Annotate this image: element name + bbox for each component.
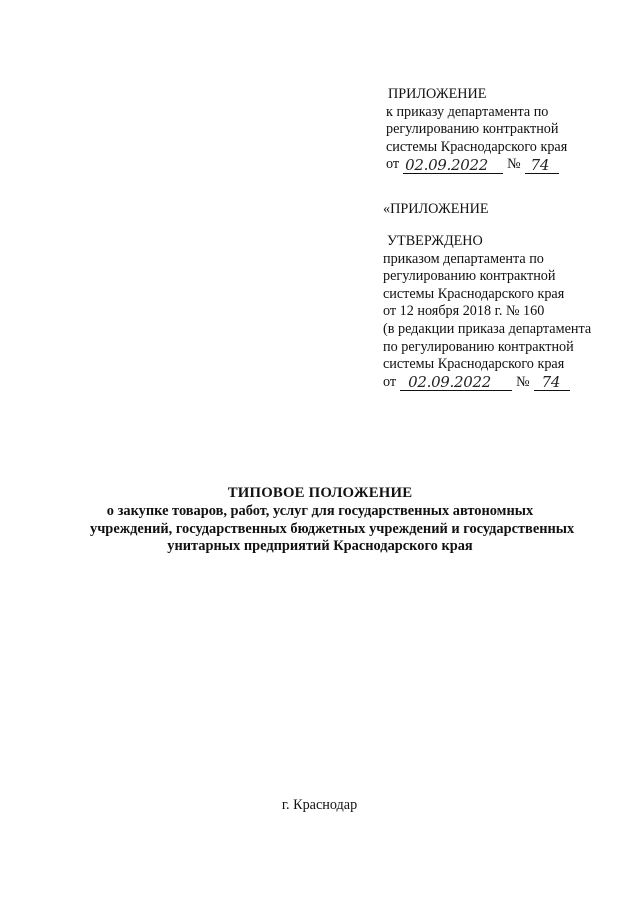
number-prefix: № (516, 373, 530, 390)
approved-line-3: системы Краснодарского края (383, 285, 565, 302)
appendix-line-2: регулированию контрактной (386, 121, 559, 138)
handwritten-date: 02.09.2022 (408, 373, 491, 392)
approved-line-6: по регулированию контрактной (383, 338, 574, 355)
date-blank (403, 155, 503, 174)
handwritten-number: 74 (530, 155, 550, 174)
appendix-quote (383, 201, 489, 219)
appendix-line-3: системы Краснодарского края (386, 138, 568, 155)
date-blank (400, 373, 512, 392)
title-line-3: унитарных предприятий Краснодарского края (167, 538, 473, 555)
appendix-date-line (386, 156, 567, 174)
approved-line-5: (в редакции приказа департамента (383, 320, 592, 337)
number-blank (534, 373, 570, 392)
appendix-quote-label: «ПРИЛОЖЕНИЕ (383, 201, 489, 217)
city-label: г. Краснодар (281, 797, 358, 813)
handwritten-number: 74 (541, 373, 561, 392)
appendix-line-1: к приказу департамента по (386, 103, 549, 120)
approved-block (383, 233, 591, 391)
approved-line-4: от 12 ноября 2018 г. № 160 (383, 303, 545, 320)
approved-line-2: регулированию контрактной (383, 268, 556, 285)
title-line-1: о закупке товаров, работ, услуг для государственных автономных (106, 502, 534, 519)
approved-label: УТВЕРЖДЕНО (387, 233, 483, 249)
appendix-label: ПРИЛОЖЕНИЕ (388, 86, 487, 102)
title-main: ТИПОВОЕ ПОЛОЖЕНИЕ (227, 485, 413, 501)
approved-date-line (383, 374, 591, 392)
date-prefix: от (386, 156, 400, 173)
handwritten-date: 02.09.2022 (405, 155, 488, 174)
title-line-2: учреждений, государственных бюджетных учреждений и государственных (90, 520, 575, 537)
number-blank (525, 155, 559, 174)
approved-line-1: приказом департамента по (383, 250, 544, 267)
appendix-header (388, 86, 567, 174)
number-prefix: № (507, 156, 521, 173)
date-prefix: от (383, 373, 397, 390)
approved-line-7: системы Краснодарского края (383, 356, 565, 373)
document-title (90, 485, 575, 556)
